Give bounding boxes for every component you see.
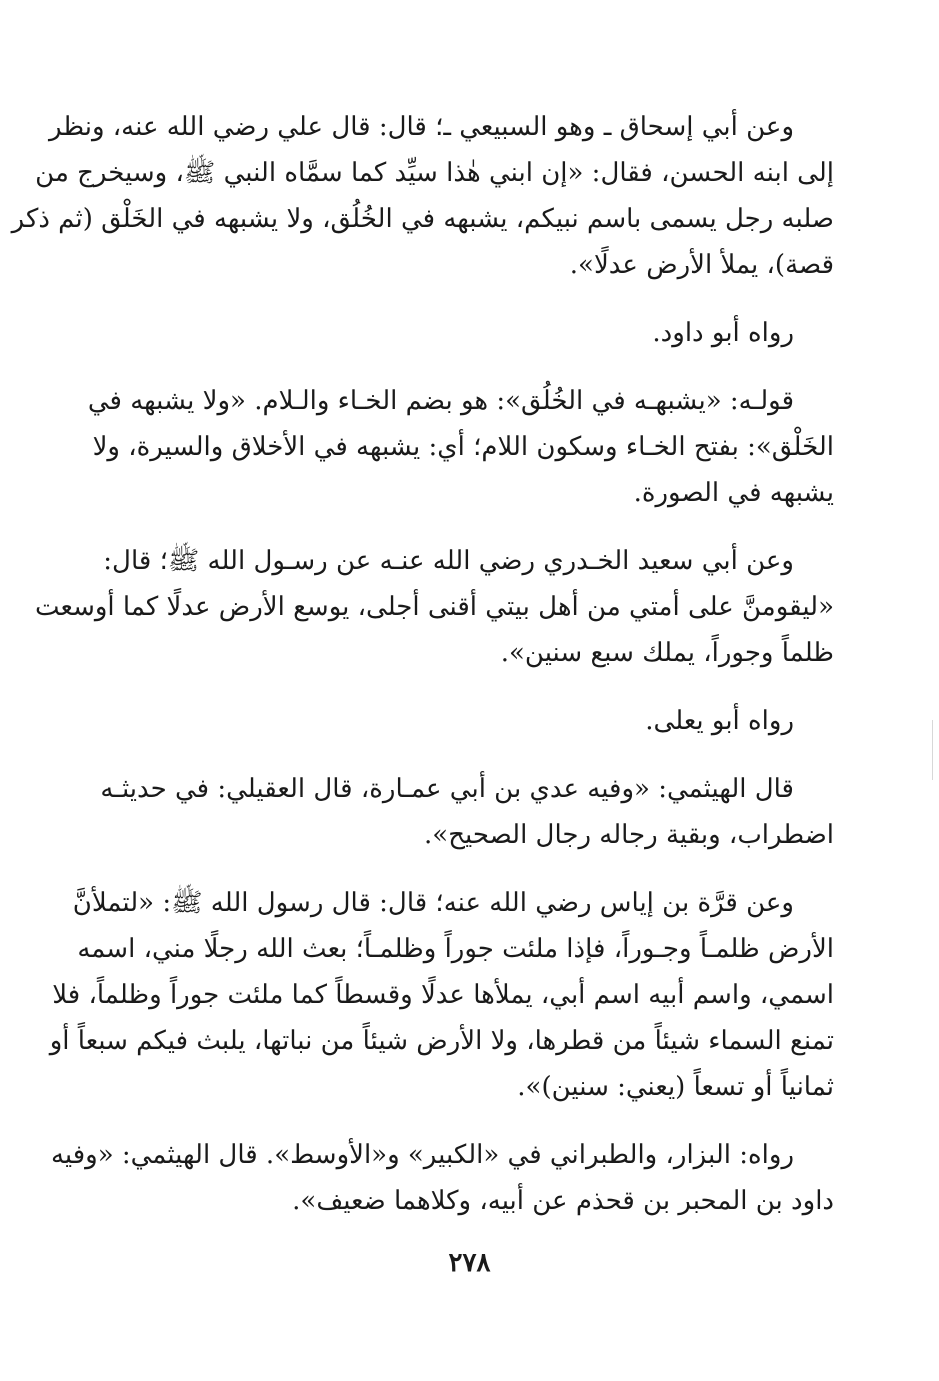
- text-line: الخَلْق»: بفتح الخـاء وسكون اللام؛ أي: يشبهه في الأخلاق والسيرة، ولا: [92, 432, 834, 462]
- text-line: تمنع السماء شيئاً من قطرها، ولا الأرض شيئاً من نباتها، يلبث فيكم سبعاً أو: [49, 1026, 834, 1056]
- paragraph-hadith-ali: [11, 104, 834, 288]
- text-line: داود بن المحبر بن قحذم عن أبيه، وكلاهما ضعيف».: [292, 1186, 834, 1216]
- paragraph-hadith-abu-said: [35, 538, 834, 676]
- text-line: رواه: البزار، والطبراني في «الكبير» و«الأوسط». قال الهيثمي: «وفيه: [50, 1140, 794, 1170]
- text-line: قصة)، يملأ الأرض عدلًا».: [569, 250, 834, 280]
- margin-mark: [932, 720, 933, 780]
- text-line: اضطراب، وبقية رجاله رجال الصحيح».: [424, 820, 834, 850]
- text-line: «ليقومنَّ على أمتي من أهل بيتي أقنى أجلى، يوسع الأرض عدلًا كما أوسعت: [35, 592, 834, 622]
- citation-abu-dawud: رواه أبو داود.: [652, 318, 794, 348]
- paragraph-explanation: [87, 378, 834, 516]
- text-line: وعن أبي إسحاق ـ وهو السبيعي ـ؛ قال: قال علي رضي الله عنه، ونظر: [49, 112, 794, 142]
- text-line: ثمانياً أو تسعاً (يعني: سنين)».: [517, 1072, 834, 1102]
- text-line: اسمي، واسم أبيه اسم أبي، يملأها عدلًا وقسطاً كما ملئت جوراً وظلماً، فلا: [52, 980, 834, 1010]
- paragraph-haythami-note: [100, 766, 834, 858]
- text-line: الأرض ظلمـاً وجـوراً، فإذا ملئت جوراً وظلمـاً؛ بعث الله رجلًا مني، اسمه: [77, 934, 834, 964]
- text-line: إلى ابنه الحسن، فقال: «إن ابني هٰذا سيِّد كما سمَّاه النبي ﷺ، وسيخرج من: [35, 158, 834, 188]
- page-number: ٢٧٨: [448, 1248, 491, 1278]
- text-line: صلبه رجل يسمى باسم نبيكم، يشبهه في الخُلُق، ولا يشبهه في الخَلْق (ثم ذكر: [11, 204, 834, 234]
- page-body: [11, 104, 834, 1246]
- text-line: وعن قرَّة بن إياس رضي الله عنه؛ قال: قال رسول الله ﷺ: «لتملأنَّ: [72, 888, 794, 918]
- text-line: يشبهه في الصورة.: [633, 478, 834, 508]
- text-line: ظلماً وجوراً، يملك سبع سنين».: [500, 638, 834, 668]
- text-line: قولـه: «يشبهـه في الخُلُق»: هو بضم الخـاء والـلام. «ولا يشبهه في: [87, 386, 794, 416]
- paragraph-citation-bazzar: [50, 1132, 834, 1224]
- text-line: قال الهيثمي: «وفيه عدي بن أبي عمـارة، قال العقيلي: في حديثـه: [100, 774, 794, 804]
- text-line: وعن أبي سعيد الخـدري رضي الله عنـه عن رسـول الله ﷺ؛ قال:: [103, 546, 794, 576]
- paragraph-hadith-qurra: [49, 880, 834, 1110]
- citation-abu-yala: رواه أبو يعلى.: [645, 706, 794, 736]
